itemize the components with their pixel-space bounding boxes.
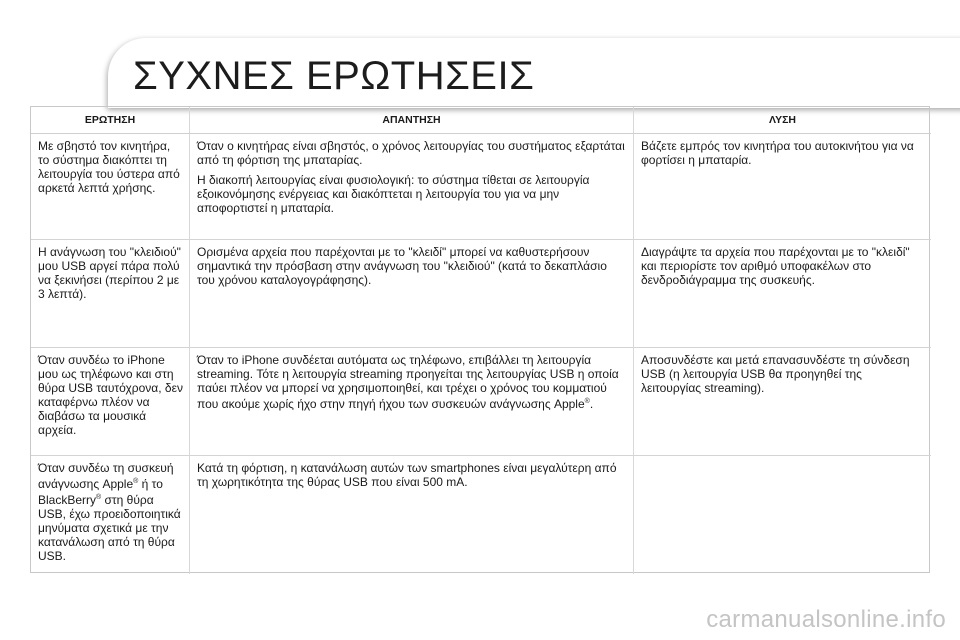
faq-table — [30, 106, 930, 573]
registered-mark: ® — [133, 478, 139, 485]
header-answer: ΑΠΑΝΤΗΣΗ — [190, 107, 634, 134]
row2-answer-p1: Ορισμένα αρχεία που παρέχονται με το "κλειδί" μπορεί να καθυστερήσουν σημαντικά την πρόσβαση στην ανάγνωση του "κλειδιού" (κατά το δεκαπλάσιο του χρόνου καταλογογράφησης). — [197, 245, 607, 287]
row3-question — [31, 348, 190, 456]
watermark: carmanualsonline.info — [706, 606, 946, 633]
header-question: ΕΡΩΤΗΣΗ — [31, 107, 190, 134]
row1-answer-p1: Όταν ο κινητήρας είναι σβηστός, ο χρόνος λειτουργίας του συστήματος εξαρτάται από τη φόρτιση της μπαταρίας. — [197, 139, 625, 167]
row1-solution-text: Βάζετε εμπρός τον κινητήρα του αυτοκινήτου για να φορτίσει η μπαταρία. — [641, 139, 914, 167]
row1-question — [31, 134, 190, 240]
row4-question-b: ή το BlackBerry — [38, 477, 163, 507]
row3-answer-end: . — [589, 397, 594, 411]
row4-question-c: στη θύρα USB, έχω προειδοποιητικά μηνύματα σχετικά με την κατανάλωση από τη θύρα USB. — [38, 493, 181, 563]
row1-answer-p2: Η διακοπή λειτουργίας είναι φυσιολογική: το σύστημα τίθεται σε λειτουργία εξοικονόμησης ενέργειας και διακόπτεται η λειτουργία του για να μην αποφορτιστεί η μπαταρία. — [197, 173, 590, 215]
header-solution: ΛΥΣΗ — [634, 107, 931, 134]
row2-solution-text: Διαγράψτε τα αρχεία που παρέχονται με το "κλειδί" και περιορίστε τον αριθμό υποφακέλων στο δενδροδιάγραμμα της συσκευής. — [641, 245, 910, 287]
row3-solution-text: Αποσυνδέστε και μετά επανασυνδέστε τη σύνδεση USB (η λειτουργία USB θα προηγηθεί της λειτουργίας streaming). — [641, 353, 910, 395]
row2-question-text: Η ανάγνωση του "κλειδιού" μου USB αργεί πάρα πολύ να ξεκινήσει (περίπου 2 με 3 λεπτά). — [38, 245, 181, 301]
row2-question — [31, 240, 190, 348]
row2-answer — [190, 240, 634, 348]
row3-answer-p1 — [197, 353, 627, 411]
row3-answer — [190, 348, 634, 456]
registered-mark: ® — [584, 398, 590, 405]
row3-answer-text: Όταν το iPhone συνδέεται αυτόματα ως τηλέφωνο, επιβάλλει τη λειτουργία streaming. Τότε η λειτουργία streaming προηγείται της λειτουργίας USB η οποία παύει πλέον να μπορεί να χρησιμοποιηθεί, και τρέχει ο χρόνος του κομματιού που ακούμε χωρίς ήχο στην πηγή ήχου των συσκευών ανάγνωσης Apple — [197, 353, 619, 411]
row3-question-text: Όταν συνδέω το iPhone μου ως τηλέφωνο και στη θύρα USB ταυτόχρονα, δεν καταφέρνω πλέον να διαβάσω τα μουσικά αρχεία. — [38, 353, 183, 437]
row4-solution — [634, 456, 931, 574]
row4-answer-p1: Κατά τη φόρτιση, η κατανάλωση αυτών των smartphones είναι μεγαλύτερη από τη χωρητικότητα της θύρας USB που είναι 500 mA. — [197, 461, 617, 489]
row3-solution — [634, 348, 931, 456]
row2-solution — [634, 240, 931, 348]
page-title: ΣΥΧΝΕΣ ΕΡΩΤΗΣΕΙΣ — [133, 54, 535, 98]
row1-answer — [190, 134, 634, 240]
row4-answer — [190, 456, 634, 574]
registered-mark: ® — [96, 494, 102, 501]
row4-question-a: Όταν συνδέω τη συσκευή ανάγνωσης Apple — [38, 461, 174, 491]
row1-solution — [634, 134, 931, 240]
row1-question-text: Με σβηστό τον κινητήρα, το σύστημα διακόπτει τη λειτουργία του ύστερα από αρκετά λεπτά χρήσης. — [38, 139, 180, 195]
row4-question — [31, 456, 190, 574]
